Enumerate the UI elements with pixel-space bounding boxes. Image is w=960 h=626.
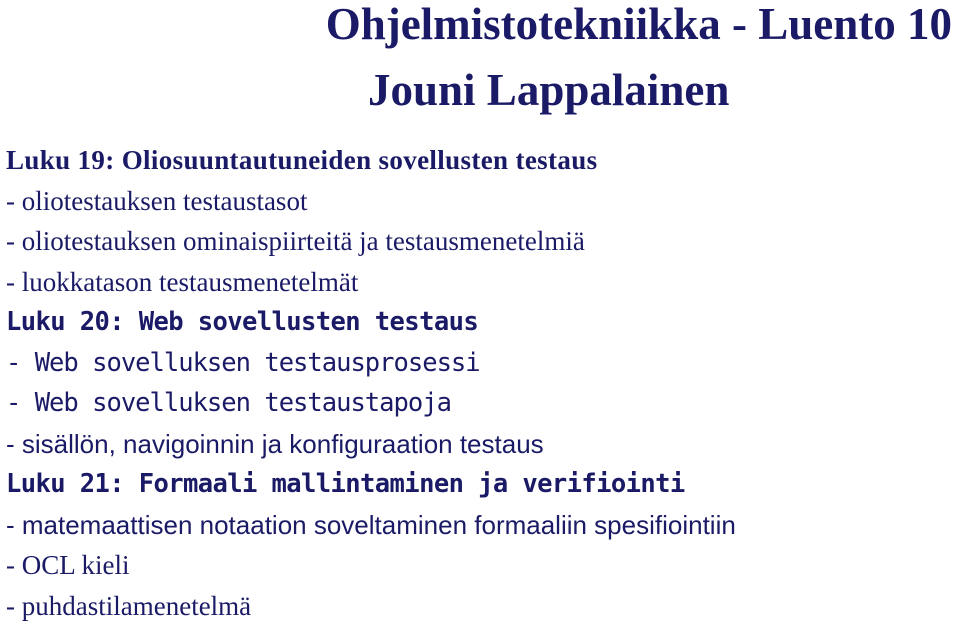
title-author: Jouni Lappalainen (368, 66, 729, 114)
list-item: - Web sovelluksen testausprosessi (6, 343, 956, 384)
chapter-heading-21: Luku 21: Formaali mallintaminen ja verifiointi (6, 464, 956, 505)
chapter-heading-20: Luku 20: Web sovellusten testaus (6, 302, 956, 343)
list-item: - matemaattisen notaation soveltaminen formaaliin spesifiointiin (6, 505, 956, 546)
slide-content-list (6, 140, 956, 626)
list-item: - oliotestauksen testaustasot (6, 181, 956, 222)
list-item: - sisällön, navigoinnin ja konfiguraation testaus (6, 424, 956, 465)
list-item: - Web sovelluksen testaustapoja (6, 383, 956, 424)
chapter-heading-19: Luku 19: Oliosuuntautuneiden sovellusten testaus (6, 140, 956, 181)
title-course: Ohjelmistotekniikka - Luento 10 (326, 0, 952, 48)
list-item: - puhdastilamenetelmä (6, 586, 956, 626)
list-item: - OCL kieli (6, 545, 956, 586)
list-item: - luokkatason testausmenetelmät (6, 262, 956, 303)
list-item: - oliotestauksen ominaispiirteitä ja testausmenetelmiä (6, 221, 956, 262)
